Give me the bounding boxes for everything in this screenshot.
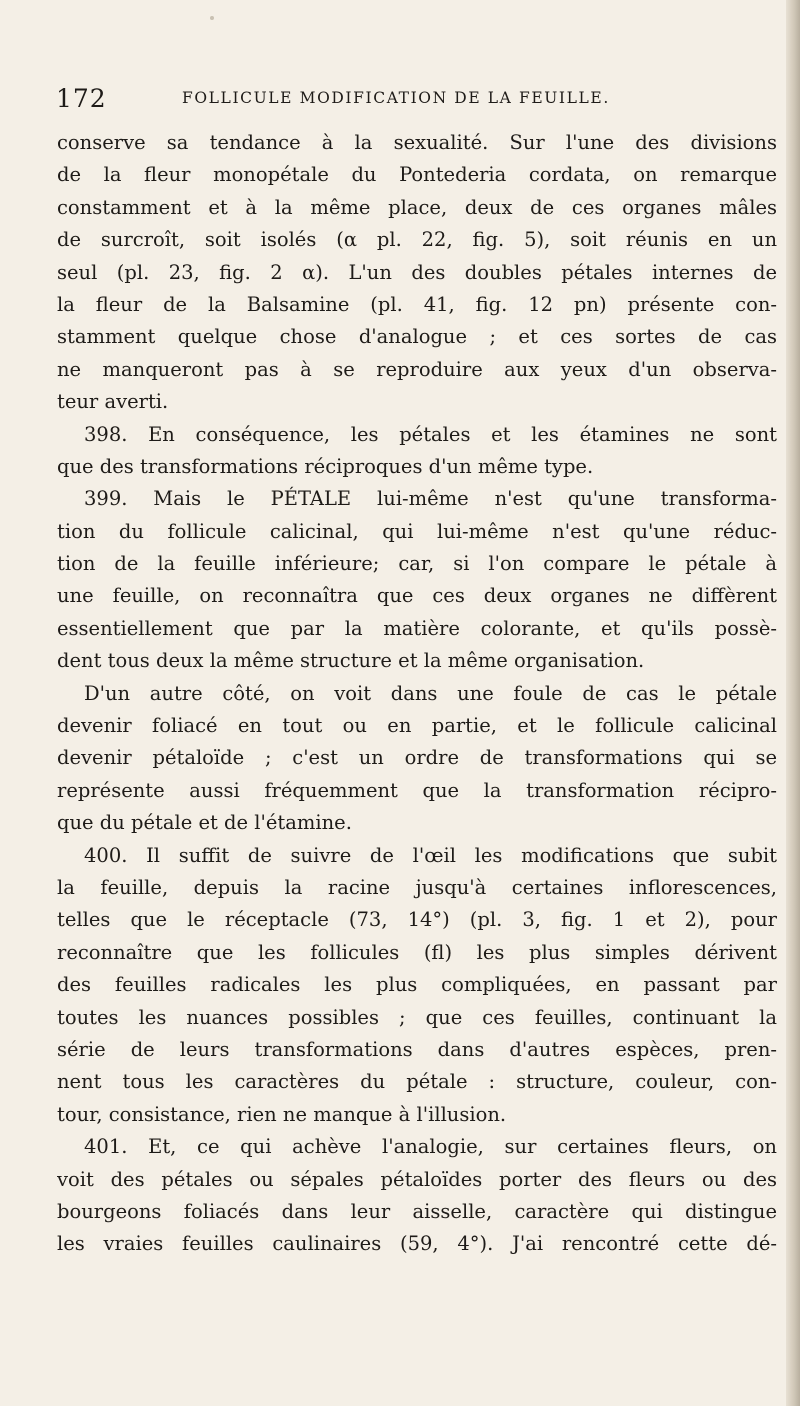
text-line: tour, consistance, rien ne manque à l'illusion. [57,1102,507,1126]
text-line: toutes les nuances possibles ; que ces feuilles, continuant la [57,1005,777,1029]
text-line: que du pétale et de l'étamine. [57,811,352,835]
text-line: ne manqueront pas à se reproduire aux yeux d'un observa- [57,357,777,381]
text-line: bourgeons foliacés dans leur aisselle, caractère qui distingue [57,1199,777,1223]
page-header [56,80,756,120]
text-line: une feuille, on reconnaîtra que ces deux organes ne diffèrent [57,584,777,608]
running-head: FOLLICULE MODIFICATION DE LA FEUILLE. [182,89,610,107]
paragraph-d-un-autre-cote: D'un autre côté, on voit dans une foule de cas le pétale [84,681,777,705]
page-number: 172 [56,84,107,113]
text-line: la feuille, depuis la racine jusqu'à certaines inflorescences, [57,875,777,899]
text-line: devenir foliacé en tout ou en partie, et le follicule calicinal [57,714,777,738]
text-line: dent tous deux la même structure et la même organisation. [57,649,645,673]
paragraph-399: 399. Mais le PÉTALE lui-même n'est qu'une transforma- [84,487,777,511]
paragraph-398: 398. En conséquence, les pétales et les étamines ne sont [84,422,777,446]
text-line: reconnaître que les follicules (fl) les plus simples dérivent [57,940,777,964]
text-line: représente aussi fréquemment que la transformation récipro- [57,778,777,802]
text-line: telles que le réceptacle (73, 14°) (pl. 3, fig. 1 et 2), pour [57,908,777,932]
text-line: tion du follicule calicinal, qui lui-même n'est qu'une réduc- [57,519,777,543]
text-line: que des transformations réciproques d'un même type. [57,454,594,478]
body-text [57,127,777,1261]
text-line: tion de la feuille inférieure; car, si l'on compare le pétale à [57,552,777,576]
ink-spot [210,16,214,20]
text-line: des feuilles radicales les plus compliquées, en passant par [57,973,777,997]
text-line: série de leurs transformations dans d'autres espèces, pren- [57,1037,777,1061]
text-line: la fleur de la Balsamine (pl. 41, fig. 12 pn) présente con- [57,292,777,316]
text-line: nent tous les caractères du pétale : structure, couleur, con- [57,1070,777,1094]
paragraph-400: 400. Il suffit de suivre de l'œil les modifications que subit [84,843,777,867]
text-line: stamment quelque chose d'analogue ; et ces sortes de cas [57,325,777,349]
text-line: les vraies feuilles caulinaires (59, 4°). J'ai rencontré cette dé- [57,1232,777,1256]
page-edge [786,0,800,1406]
text-line: conserve sa tendance à la sexualité. Sur l'une des divisions [57,131,777,154]
text-line: constamment et à la même place, deux de ces organes mâles [57,195,777,219]
paragraph-401: 401. Et, ce qui achève l'analogie, sur certaines fleurs, on [84,1135,777,1159]
text-line: seul (pl. 23, fig. 2 α). L'un des doubles pétales internes de [57,260,777,284]
text-line: teur averti. [57,390,169,414]
text-line: essentiellement que par la matière colorante, et qu'ils possè- [57,616,777,640]
text-line: de la fleur monopétale du Pontederia cordata, on remarque [57,163,777,187]
text-line: de surcroît, soit isolés (α pl. 22, fig. 5), soit réunis en un [57,228,777,252]
text-line: voit des pétales ou sépales pétaloïdes porter des fleurs ou des [57,1167,777,1191]
text-line: devenir pétaloïde ; c'est un ordre de transformations qui se [57,746,777,770]
